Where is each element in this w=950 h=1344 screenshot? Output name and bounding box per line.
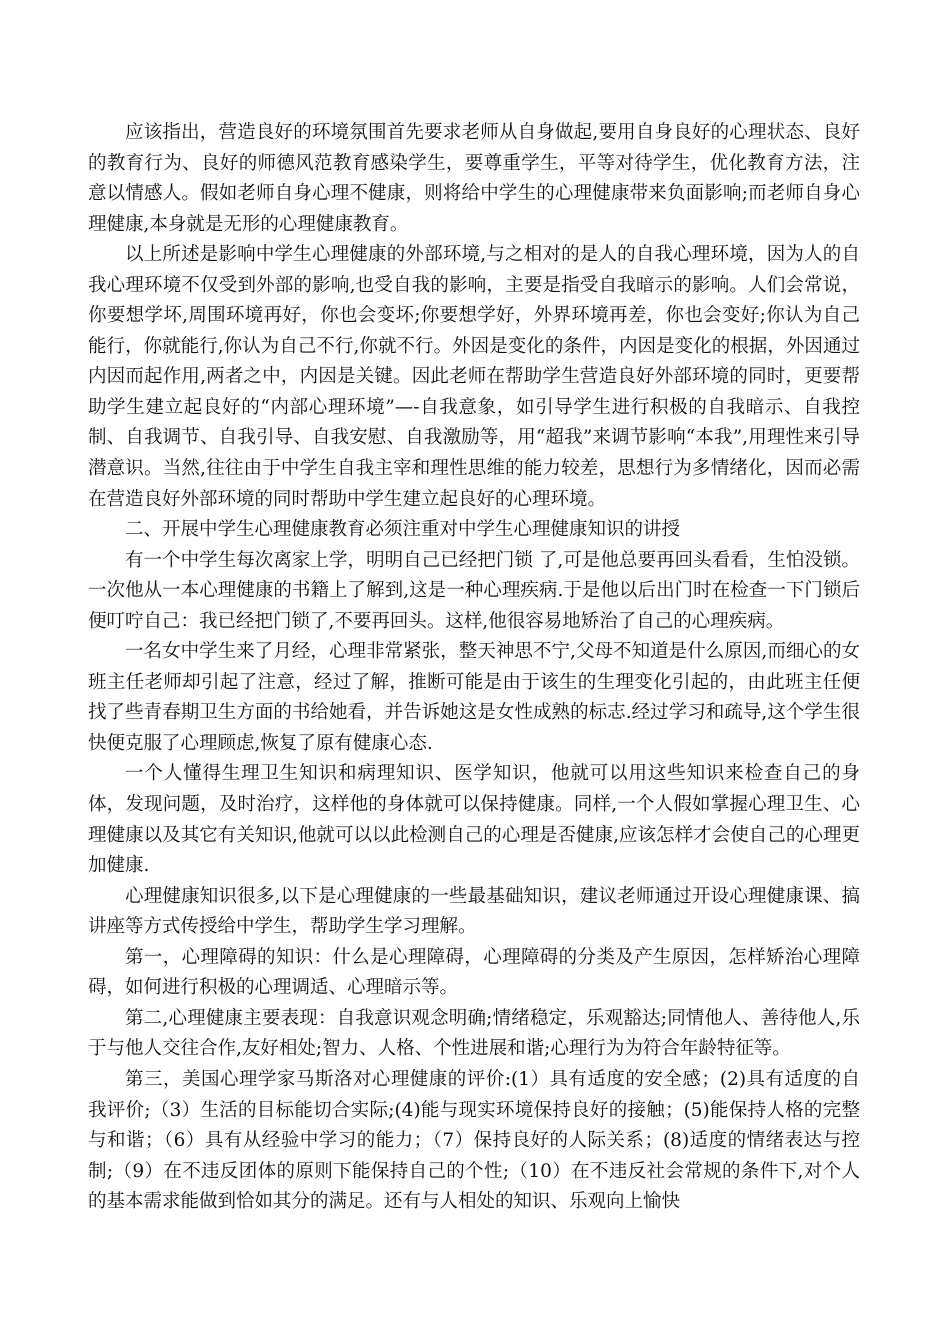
section-heading-2: 二、开展中学生心理健康教育必须注重对中学生心理健康知识的讲授 [125, 519, 681, 541]
paragraph-second-point: 第二,心理健康主要表现：自我意识观念明确;情绪稳定，乐观豁达;同情他人、善待他人,乐于与他人交往合作,友好相处;智力、人格、个性进展和谐;心理行为为符合年龄特征等。 [88, 1007, 860, 1060]
paragraph-self-psychology: 以上所述是影响中学生心理健康的外部环境,与之相对的是人的自我心理环境，因为人的自我心理环境不仅受到外部的影响,也受自我的影响，主要是指受自我暗示的影响。人们会常说，你要想学坏,周围环境再好，你也会变坏;你要想学好，外界环境再差，你也会变好;你认为自己能行，你就能行,你认为自己不行,你就不行。外因是变化的条件，内因是变化的根据，外因通过内因而起作用,两者之中，内因是关键。因此老师在帮助学生营造良好外部环境的同时，更要帮助学生建立起良好的“内部心理环境”—-自我意象，如引导学生进行积极的自我暗示、自我控制、自我调节、自我引导、自我安慰、自我激励等，用“超我”来调节影响“本我”,用理性来引导潜意识。当然,往往由于中学生自我主宰和理性思维的能力较差，思想行为多情绪化，因而必需在营造良好外部环境的同时帮助中学生建立起良好的心理环境。 [88, 244, 860, 510]
paragraph-environment-teacher: 应该指出，营造良好的环境氛围首先要求老师从自身做起,要用自身良好的心理状态、良好的教育行为、良好的师德风范教育感染学生，要尊重学生，平等对待学生，优化教育方法，注意以情感人。假如老师自身心理不健康，则将给中学生的心理健康带来负面影响;而老师自身心理健康,本身就是无形的心理健康教育。 [88, 122, 860, 235]
paragraph-first-point: 第一，心理障碍的知识：什么是心理障碍，心理障碍的分类及产生原因，怎样矫治心理障碍，如何进行积极的心理调适、心理暗示等。 [88, 946, 860, 999]
paragraph-knowledge-analogy: 一个人懂得生理卫生知识和病理知识、医学知识，他就可以用这些知识来检查自己的身体，发现问题，及时治疗，这样他的身体就可以保持健康。同样,一个人假如掌握心理卫生、心理健康以及其它有关知识,他就可以以此检测自己的心理是否健康,应该怎样才会使自己的心理更加健康. [88, 763, 860, 877]
paragraph-female-student-story: 一名女中学生来了月经，心理非常紧张，整天神思不宁,父母不知道是什么原因,而细心的女班主任老师却引起了注意，经过了解，推断可能是由于该生的生理变化引起的，由此班主任便找了些青春期卫生方面的书给她看，并告诉她这是女性成熟的标志.经过学习和疏导,这个学生很快便克服了心理顾虑,恢复了原有健康心态. [88, 641, 860, 754]
paragraph-knowledge-intro: 心理健康知识很多,以下是心理健康的一些最基础知识，建议老师通过开设心理健康课、搞讲座等方式传授给中学生，帮助学生学习理解。 [88, 885, 860, 938]
paragraph-third-point: 第三，美国心理学家马斯洛对心理健康的评价:(1）具有适度的安全感；(2)具有适度的自我评价;（3）生活的目标能切合实际;(4)能与现实环境保持良好的接触；(5)能保持人格的完整与和谐；（6）具有从经验中学习的能力；（7）保持良好的人际关系；(8)适度的情绪表达与控制;（9）在不违反团体的原则下能保持自己的个性;（10）在不违反社会常规的条件下,对个人的基本需求能做到恰如其分的满足。还有与人相处的知识、乐观向上愉快 [88, 1068, 860, 1213]
paragraph-door-lock-story: 有一个中学生每次离家上学，明明自己已经把门锁 了,可是他总要再回头看看，生怕没锁。一次他从一本心理健康的书籍上了解到,这是一种心理疾病.于是他以后出门时在检查一下门锁后便叮咛自己：我已经把门锁了,不要再回头。这样,他很容易地矫治了自己的心理疾病。 [88, 549, 860, 632]
document-page [88, 118, 860, 1218]
